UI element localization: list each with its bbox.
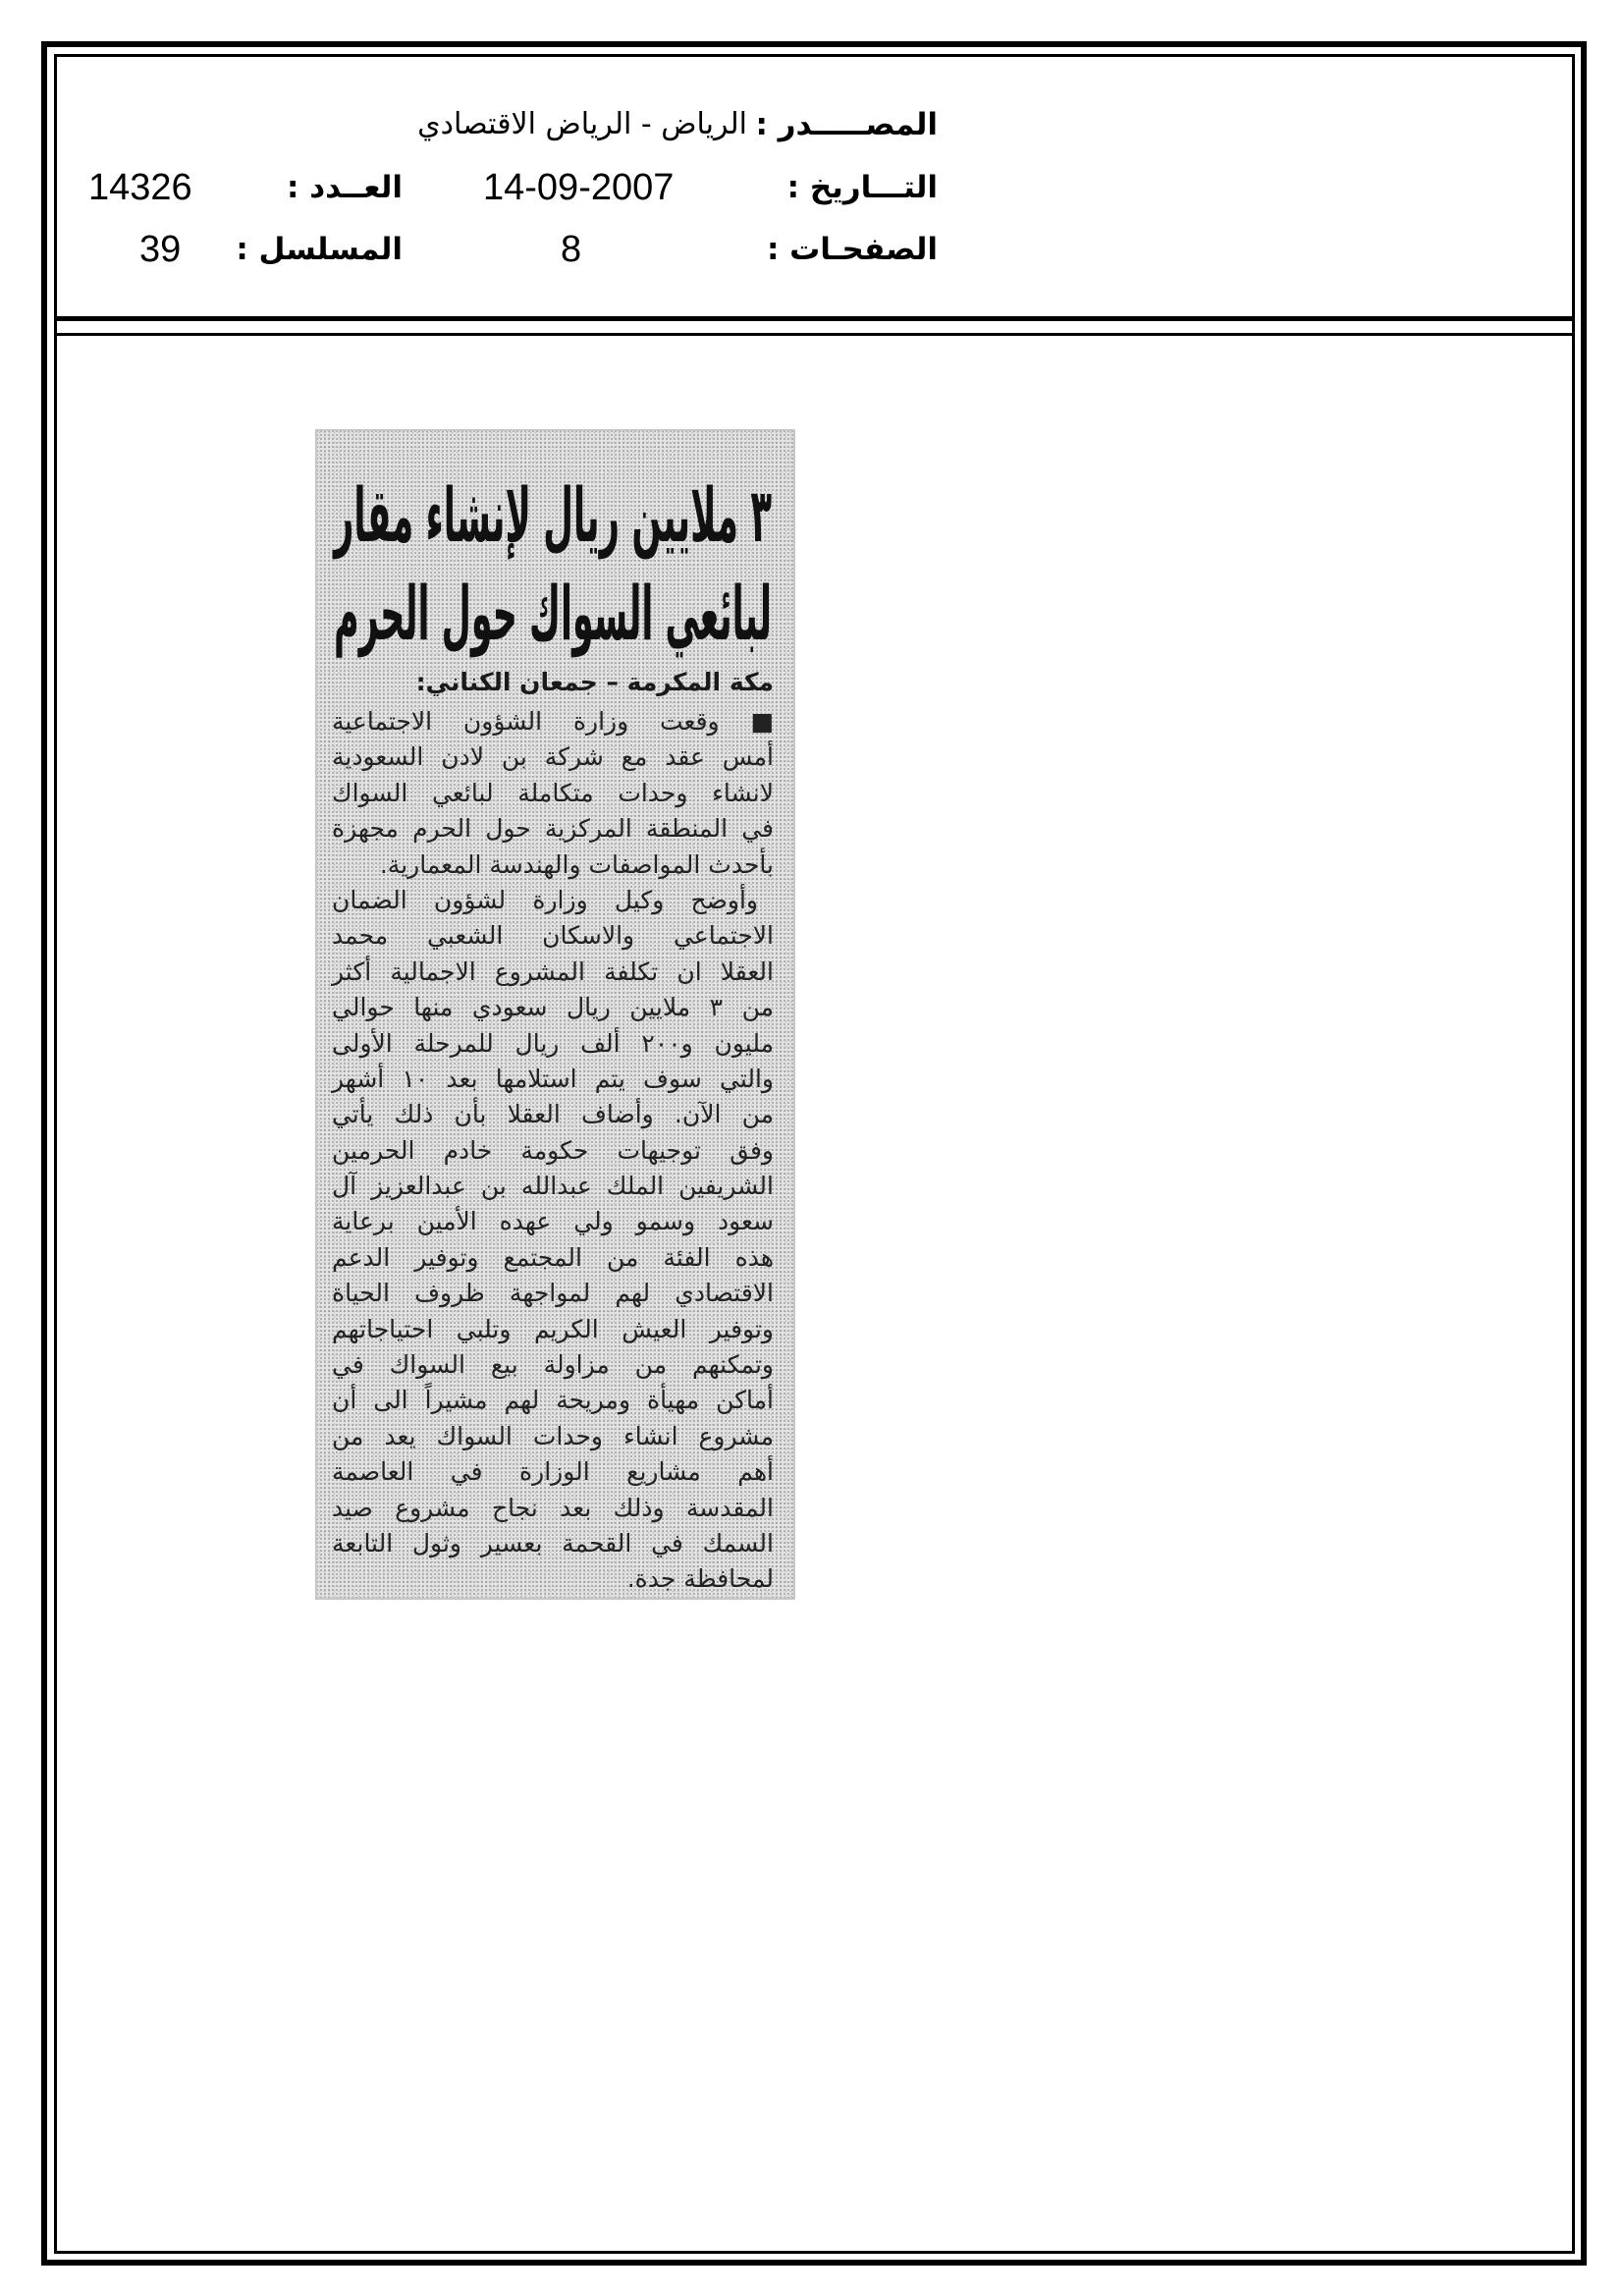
date-label: التـــاريخ : xyxy=(786,170,938,205)
article-body-line: وتوفير العيش الكريم وتلبي احتياجاتهم xyxy=(331,1314,774,1343)
page-frame-inner xyxy=(54,54,1575,2254)
article-body-line: أهم مشاريع الوزارة في العاصمة xyxy=(332,1457,774,1487)
article-body-line: وتمكنهم من مزاولة بيع السواك في xyxy=(331,1350,774,1380)
article-body-line: هذه الفئة من المجتمع وتوفير الدعم xyxy=(332,1242,774,1272)
pages-value: 8 xyxy=(561,229,582,270)
article-body xyxy=(332,704,774,1598)
article-body-line: أماكن مهيأة ومريحة لهم مشيراً الى أن xyxy=(331,1386,774,1415)
article-body-line: والتي سوف يتم استلامها بعد ١٠ أشهر xyxy=(332,1064,774,1093)
article-body-line: الاقتصادي لهم لمواجهة ظروف الحياة xyxy=(331,1279,774,1308)
byline: مكة المكرمة – جمعان الكناني: xyxy=(415,668,774,696)
headline-line: ٣ ملايين ريال لإنشاء مقار xyxy=(334,471,772,559)
source-label: المصـــــدر : xyxy=(755,107,938,142)
newspaper-clipping xyxy=(315,429,795,1600)
pages-label: الصفحـات : xyxy=(766,232,938,267)
article-body-line: وفق توجيهات حكومة خادم الحرمين xyxy=(332,1135,774,1165)
article-body-line: لانشاء وحدات متكاملة لبائعي السواك xyxy=(331,778,774,807)
article-body-line: لمحافظة جدة. xyxy=(626,1564,774,1594)
header-divider-thick xyxy=(54,316,1575,321)
header-divider-thin xyxy=(54,333,1575,336)
serial-label: المسلسل : xyxy=(236,232,403,267)
article-body-line: سعود وسمو ولي عهده الأمين برعاية xyxy=(332,1207,774,1236)
article-body-line: الاجتماعي والاسكان الشعبي محمد xyxy=(332,921,774,951)
issue-label: العــدد : xyxy=(287,170,403,205)
article-body-line: العقلا ان تكلفة المشروع الاجمالية أكثر xyxy=(332,957,774,986)
issue-value: 14326 xyxy=(88,167,192,208)
serial-value: 39 xyxy=(139,229,182,270)
date-value: 14-09-2007 xyxy=(483,167,675,208)
article-body-line: من الآن. وأضاف العقلا بأن ذلك يأتي xyxy=(331,1100,774,1129)
article-body-line: من ٣ ملايين ريال سعودي منها حوالي xyxy=(332,993,774,1022)
article-body-line: المقدسة وذلك بعد نجاح مشروع صيد xyxy=(331,1493,774,1522)
article-body-line: مليون و٢٠٠ ألف ريال للمرحلة الأولى xyxy=(331,1028,774,1058)
article-body-line: ■ وقعت وزارة الشؤون الاجتماعية xyxy=(331,707,774,736)
article-body-line: في المنطقة المركزية حول الحرم مجهزة xyxy=(331,814,774,844)
article-body-line: وأوضح وكيل وزارة لشؤون الضمان xyxy=(332,885,758,914)
article-body-line: مشروع انشاء وحدات السواك يعد من xyxy=(332,1421,774,1450)
source-value: الرياض - الرياض الاقتصادي xyxy=(417,107,747,141)
headline-line: لبائعي السواك حول الحرم xyxy=(334,570,772,657)
article-body-line: الشريفين الملك عبدالله بن عبدالعزيز آل xyxy=(331,1172,774,1201)
article-body-line: السمك في القحمة بعسير وثول التابعة xyxy=(332,1528,774,1558)
article-body-line: أمس عقد مع شركة بن لادن السعودية xyxy=(332,742,774,772)
article-body-line: بأحدث المواصفات والهندسة المعمارية. xyxy=(379,849,774,879)
